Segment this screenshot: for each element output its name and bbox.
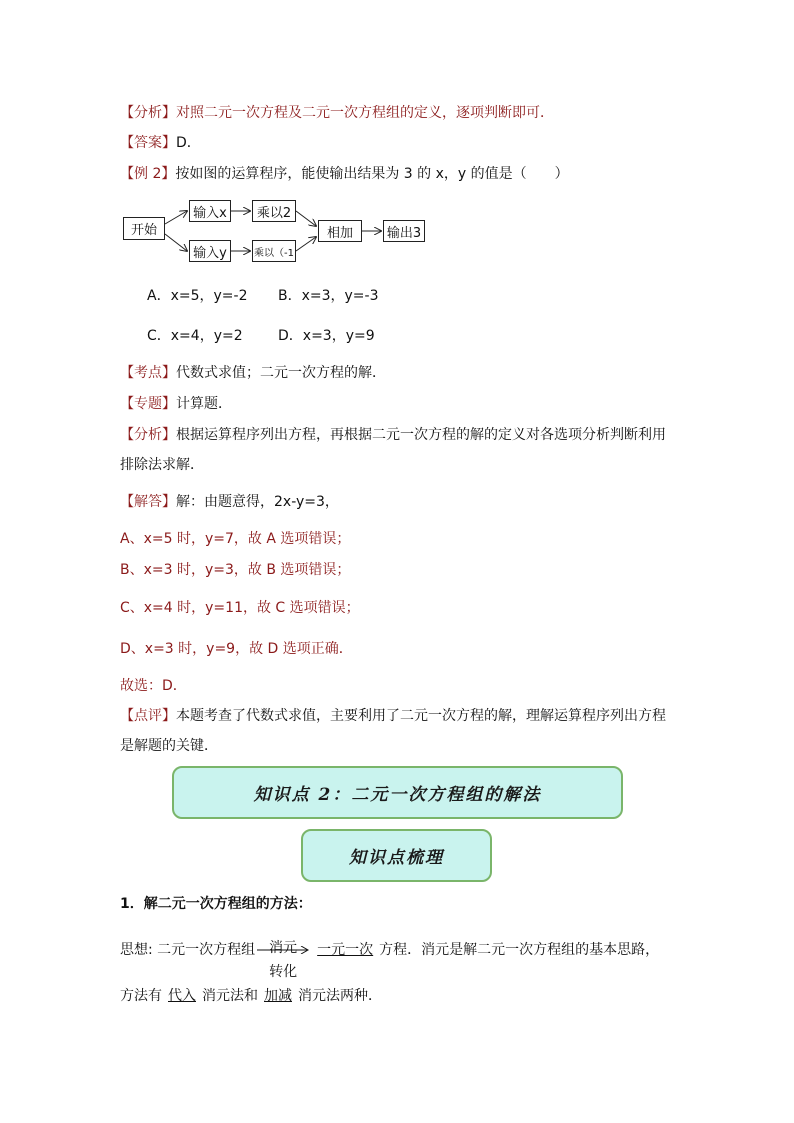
solution-text: 解：由题意得，2x-y=3， [176, 494, 339, 510]
idea-suffix: 方程．消元是解二元一次方程组的基本思路， [379, 942, 660, 958]
choose-line: 故选：D． [120, 678, 187, 694]
comment-text: 本题考查了代数式求值，主要利用了二元一次方程的解，理解运算程序列出方程 [176, 708, 666, 724]
analysis2-cont: 排除法求解． [120, 457, 204, 473]
solution-tag: 【解答】 [120, 494, 176, 510]
solution-line [120, 492, 339, 512]
comment-tag: 【点评】 [120, 708, 176, 724]
idea-blank: 一元一次 [317, 942, 374, 958]
answer-text: D． [176, 135, 201, 151]
transform-arrow [257, 930, 309, 980]
idea-prefix: 思想: 二元一次方程组 [120, 942, 256, 958]
solution-d: D、x=3 时，y=9，故 D 选项正确． [120, 641, 353, 657]
kaodian-line [120, 363, 386, 383]
flow-mul-neg1-box: 乘以（-1 [252, 240, 296, 262]
comment-line [120, 706, 666, 726]
idea-line [120, 930, 660, 980]
flow-output-box: 输出3 [383, 220, 425, 242]
answer-line [120, 133, 201, 153]
example-text: 按如图的运算程序，能使输出结果为 3 的 x，y 的值是（ ） [175, 166, 569, 182]
methods-mid: 消元法和 [202, 988, 258, 1004]
arrow-bottom-label: 转化 [269, 964, 298, 980]
arrow-start-to-y [165, 234, 187, 251]
methods-blank-1: 代入 [168, 988, 196, 1004]
kaodian-text: 代数式求值；二元一次方程的解． [176, 365, 386, 381]
option-d: D．x=3，y=9 [278, 328, 375, 344]
example-tag: 【例 2】 [120, 166, 176, 182]
zhuanti-text: 计算题． [176, 396, 232, 412]
solution-b: B、x=3 时，y=3，故 B 选项错误； [120, 562, 351, 578]
methods-line [120, 986, 382, 1006]
analysis-tag: 【分析】 [120, 105, 176, 121]
arrow-top-label: 消元 [269, 940, 298, 956]
methods-suffix: 消元法两种． [298, 988, 382, 1004]
example-2-line [120, 164, 569, 184]
analysis-text: 对照二元一次方程及二元一次方程组的定义，逐项判断即可． [176, 105, 554, 121]
option-c: C．x=4，y=2 [147, 328, 243, 344]
flow-mul2-box: 乘以2 [252, 200, 296, 222]
comment-cont: 是解题的关键． [120, 738, 218, 754]
solution-c: C、x=4 时，y=11，故 C 选项错误； [120, 600, 360, 616]
option-b: B．x=3，y=-3 [278, 288, 379, 304]
method-heading: 1．解二元一次方程组的方法： [120, 896, 312, 912]
flow-start-box: 开始 [123, 217, 165, 240]
knowledge-point-2-banner: 知识点 2：二元一次方程组的解法 [172, 766, 623, 819]
methods-prefix: 方法有 [120, 988, 162, 1004]
analysis-line-2 [120, 425, 666, 445]
kaodian-tag: 【考点】 [120, 365, 176, 381]
analysis2-tag: 【分析】 [120, 427, 176, 443]
flow-add-box: 相加 [318, 220, 362, 242]
arrow-start-to-x [165, 211, 187, 224]
answer-tag: 【答案】 [120, 135, 176, 151]
methods-blank-2: 加减 [264, 988, 292, 1004]
analysis2-text: 根据运算程序列出方程，再根据二元一次方程的解的定义对各选项分析判断利用 [176, 427, 666, 443]
analysis-line-1 [120, 103, 554, 123]
zhuanti-tag: 【专题】 [120, 396, 176, 412]
zhuanti-line [120, 394, 232, 414]
knowledge-summary-banner: 知识点梳理 [301, 829, 492, 882]
arrow-mul2-to-add [296, 211, 316, 226]
flow-input-x-box: 输入x [189, 200, 231, 222]
arrow-mulneg1-to-add [296, 237, 316, 251]
option-a: A．x=5，y=-2 [147, 288, 248, 304]
solution-a: A、x=5 时，y=7，故 A 选项错误； [120, 531, 351, 547]
flow-input-y-box: 输入y [189, 240, 231, 262]
